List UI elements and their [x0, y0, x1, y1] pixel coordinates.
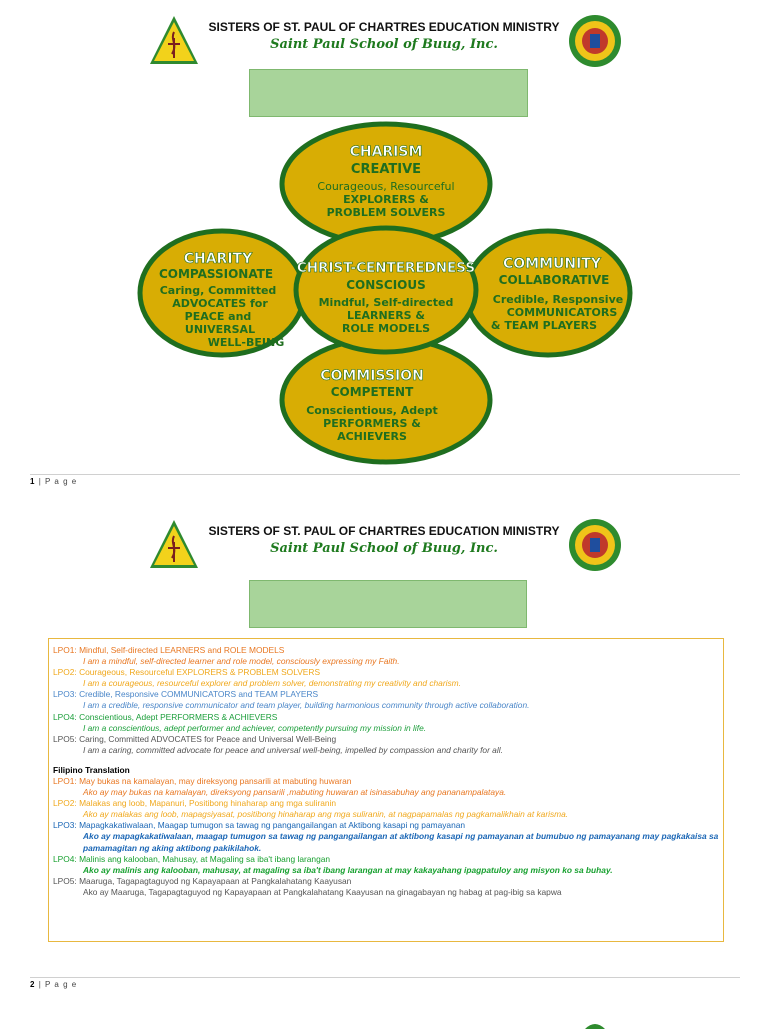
bottom-subtitle: COMPETENT: [330, 385, 414, 399]
center-line-1: Mindful, Self-directed: [318, 296, 454, 309]
lpo2-statement: I am a courageous, resourceful explorer and problem solver, demonstrating my creativity and charism.: [83, 678, 461, 689]
school-seal-icon: [568, 518, 622, 572]
right-line-1: Credible, Responsive: [492, 293, 624, 306]
core-values-diagram: [130, 118, 640, 468]
left-subtitle: COMPASSIONATE: [158, 267, 274, 281]
bottom-title: COMMISSION: [320, 368, 424, 384]
petal-bottom: [282, 338, 490, 462]
page-divider: [30, 474, 740, 475]
fil-lpo4-statement: Ako ay malinis ang kalooban, mahusay, at magaling sa iba't ibang larangan at may kakayahang ipagpatuloy ang misyon ko sa buhay.: [83, 864, 613, 875]
bottom-line-3: ACHIEVERS: [337, 430, 407, 443]
fil-lpo2-statement: Ako ay malakas ang loob, mapagsiyasat, positibong hinaharap ang mga suliranin, at nagpapamalas ng pagkamalikhain at karisma.: [83, 809, 569, 820]
top-line-3: PROBLEM SOLVERS: [326, 206, 446, 219]
right-subtitle: COLLABORATIVE: [498, 273, 610, 287]
right-title: COMMUNITY: [502, 256, 602, 272]
school-seal-icon: [568, 14, 622, 68]
lpo4-heading: LPO4: Conscientious, Adept PERFORMERS & ACHIEVERS: [53, 711, 278, 722]
top-title: CHARISM: [349, 144, 423, 160]
top-subtitle: CREATIVE: [350, 162, 422, 177]
right-seal: [568, 518, 622, 572]
fil-lpo3-heading: LPO3: Mapagkakatiwalaan, Maagap tumugon sa tawag ng pangangailangan at Aktibong kasapi ng pamayanan: [53, 820, 466, 831]
banner-box: [249, 69, 528, 117]
fil-lpo5-statement: Ako ay Maaruga, Tagapagtaguyod ng Kapayapaan at Pangkalahatang Kaayusan na ginagabayan ng habag at pag-ibig sa kapwa: [83, 886, 562, 897]
next-page-seal-edge: [583, 1016, 607, 1028]
right-seal: [568, 14, 622, 68]
lpo5-heading: LPO5: Caring, Committed ADVOCATES for Peace and Universal Well-Being: [53, 733, 337, 744]
page-label: | P a g e: [38, 980, 78, 989]
lpo3-heading: LPO3: Credible, Responsive COMMUNICATORS and TEAM PLAYERS: [53, 689, 319, 700]
left-line-3: PEACE and: [184, 310, 252, 323]
lpo4-statement: I am a conscientious, adept performer and achiever, competently pursuing my mission in life.: [83, 722, 427, 733]
page-num: 1: [30, 477, 36, 486]
center-title: CHRIST-CENTEREDNESS: [296, 260, 476, 276]
top-line-2: EXPLORERS &: [343, 193, 429, 206]
org-title: SISTERS OF ST. PAUL OF CHARTRES EDUCATION MINISTRY: [208, 524, 560, 538]
lpo2-heading: LPO2: Courageous, Resourceful EXPLORERS & PROBLEM SOLVERS: [53, 667, 321, 678]
fil-lpo1-statement: Ako ay may bukas na kamalayan, direksyong pansarili ,mabuting huwaran at isinasabuhay ang pananampalataya.: [83, 787, 507, 798]
left-line-1: Caring, Committed: [159, 284, 277, 297]
fil-lpo2-heading: LPO2: Malakas ang loob, Mapanuri, Positibong hinaharap ang mga suliranin: [53, 798, 337, 809]
center-line-3: ROLE MODELS: [341, 322, 431, 335]
fil-lpo1-heading: LPO1: May bukas na kamalayan, may direksyong pansarili at mabuting huwaran: [53, 775, 352, 786]
fil-lpo5-heading: LPO5: Maaruga, Tagapagtaguyod ng Kapayapaan at Pangkalahatang Kaayusan: [53, 875, 352, 886]
center-subtitle: CONSCIOUS: [346, 278, 426, 292]
school-title: Saint Paul School of Buug, Inc.: [270, 541, 498, 556]
lpo5-statement: I am a caring, committed advocate for peace and universal well-being, impelled by compassion and charity for all.: [83, 744, 503, 755]
learning-outcomes-box: [48, 638, 724, 942]
school-title: Saint Paul School of Buug, Inc.: [270, 37, 498, 52]
left-line-2: ADVOCATES for: [172, 297, 268, 310]
center-line-2: LEARNERS &: [346, 309, 426, 322]
page-label: | P a g e: [38, 477, 78, 486]
page-number-1: [30, 477, 77, 486]
lpo1-heading: LPO1: Mindful, Self-directed LEARNERS and ROLE MODELS: [53, 645, 285, 655]
right-line-2: COMMUNICATORS: [506, 306, 618, 319]
page-divider: [30, 977, 740, 978]
page-number-2: [30, 980, 77, 989]
fil-lpo3-statement: Ako ay mapagkakatiwalaan, maagap tumugon sa tawag ng pangangailangan at aktibong kasapi ng pamayanan at bumubuo ng pamayanang may pagkakaisa sa pamamagitan ng aking aktibong pakikilahok.: [83, 831, 719, 853]
left-line-5: WELL-BEING: [207, 336, 285, 349]
fil-lpo4-heading: LPO4: Malinis ang kalooban, Mahusay, at Magaling sa iba't ibang larangan: [53, 853, 331, 864]
left-title: CHARITY: [183, 251, 253, 267]
filipino-translation-heading: Filipino Translation: [53, 764, 130, 775]
lpo1-statement: I am a mindful, self-directed learner and role model, consciously expressing my Faith.: [83, 656, 400, 667]
seal-edge-icon: [583, 1021, 607, 1029]
top-line-1: Courageous, Resourceful: [317, 180, 455, 193]
banner-box: [249, 580, 527, 628]
lpo3-statement: I am a credible, responsive communicator and team player, building harmonious community through active collaboration.: [83, 700, 530, 711]
right-line-3: & TEAM PLAYERS: [490, 319, 598, 332]
page-num: 2: [30, 980, 36, 989]
bottom-line-2: PERFORMERS &: [323, 417, 421, 430]
org-title: SISTERS OF ST. PAUL OF CHARTRES EDUCATION MINISTRY: [208, 20, 560, 34]
left-line-4: UNIVERSAL: [184, 323, 256, 336]
bottom-line-1: Conscientious, Adept: [306, 404, 438, 417]
